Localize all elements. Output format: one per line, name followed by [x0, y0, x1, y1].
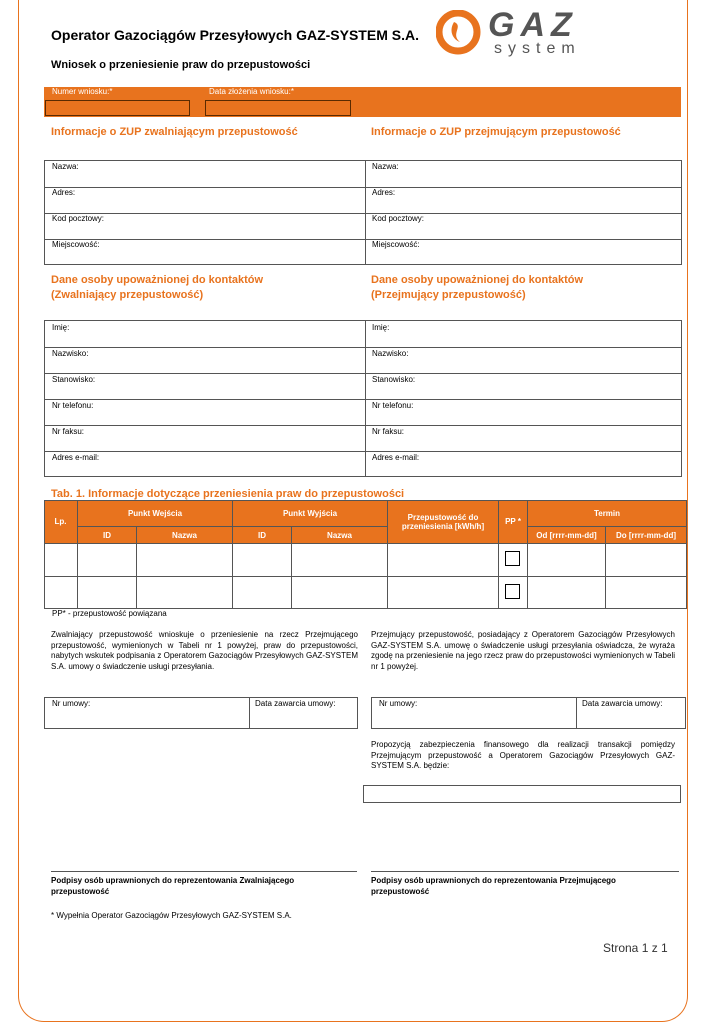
pp-checkbox[interactable]	[505, 584, 520, 599]
page-number: Strona 1 z 1	[603, 941, 668, 955]
acquiring-contract-number-field[interactable]: Nr umowy:	[379, 699, 418, 708]
application-number-label: Numer wniosku:*	[52, 87, 113, 96]
acquiring-contact-heading-line2: (Przejmujący przepustowość)	[371, 289, 526, 301]
exit-point-header: Punkt Wyjścia	[233, 500, 387, 526]
form-subtitle: Wniosek o przeniesienie praw do przepustowości	[51, 59, 311, 71]
table-row[interactable]	[45, 577, 686, 609]
acquiring-contract-date-field[interactable]: Data zawarcia umowy:	[582, 699, 663, 708]
acquiring-contract-box	[371, 697, 686, 729]
acquiring-declaration: Przejmujący przepustowość, posiadający z Operatorem Gazociągów Przesyłowych GAZ-SYSTEM S.A. umowę o świadczenie usługi przesyłania oświadcza, że wyraża zgodę na przeniesienie na jego rzecz praw do przepustowości wymienionych w Tabeli nr 1 powyżej.	[371, 630, 675, 671]
releasing-contract-box	[44, 697, 358, 729]
releasing-declaration: Zwalniający przepustowość wnioskuje o przeniesienie na rzecz Przejmującego przepustowość, wymienionych w Tabeli nr 1 powyżej, praw do przepustowości, nabytych wskutek podpisania z Operatorem Gazociągów Przesyłowych GAZ-SYSTEM S.A. umowy o świadczenie usługi przesyłania.	[51, 630, 358, 671]
right-position-field[interactable]: Stanowisko:	[372, 375, 416, 384]
releasing-zup-heading: Informacje o ZUP zwalniającym przepustowość	[51, 126, 298, 138]
left-email-field[interactable]: Adres e-mail:	[52, 453, 100, 462]
right-fax-field[interactable]: Nr faksu:	[372, 427, 405, 436]
right-first-name-field[interactable]: Imię:	[372, 323, 390, 332]
right-email-field[interactable]: Adres e-mail:	[372, 453, 420, 462]
gaz-system-logo	[436, 6, 656, 60]
transfer-table	[44, 500, 687, 610]
left-fax-field[interactable]: Nr faksu:	[52, 427, 85, 436]
releasing-contact-heading-line2: (Zwalniający przepustowość)	[51, 289, 204, 301]
term-to-header: Do [rrrr-mm-dd]	[606, 527, 686, 543]
term-from-header: Od [rrrr-mm-dd]	[528, 527, 605, 543]
releasing-contract-date-field[interactable]: Data zawarcia umowy:	[255, 699, 336, 708]
financial-guarantee-text: Propozycją zabezpieczenia finansowego dla realizacji transakcji pomiędzy Przejmującym przepustowość a Operatorem Gazociągów Przesyłowych GAZ-SYSTEM S.A. będzie:	[371, 740, 675, 770]
releasing-contact-heading	[51, 273, 263, 303]
pp-header: PP *	[499, 500, 527, 543]
page-title: Operator Gazociągów Przesyłowych GAZ-SYSTEM S.A.	[51, 27, 419, 43]
zup-info-grid	[44, 160, 682, 265]
right-address-field[interactable]: Adres:	[372, 188, 396, 197]
operator-footnote: * Wypełnia Operator Gazociągów Przesyłowych GAZ-SYSTEM S.A.	[51, 911, 292, 920]
submission-date-label: Data złożenia wniosku:*	[209, 87, 294, 96]
releasing-contract-number-field[interactable]: Nr umowy:	[52, 699, 91, 708]
application-number-field[interactable]	[45, 100, 190, 116]
right-phone-field[interactable]: Nr telefonu:	[372, 401, 414, 410]
capacity-header: Przepustowość do przeniesienia [kWh/h]	[388, 500, 498, 543]
exit-id-header: ID	[233, 527, 291, 543]
left-city-field[interactable]: Miejscowość:	[52, 240, 100, 249]
pp-checkbox[interactable]	[505, 551, 520, 566]
logo-wordmark: GAZ	[488, 6, 578, 44]
left-phone-field[interactable]: Nr telefonu:	[52, 401, 94, 410]
left-name-field[interactable]: Nazwa:	[52, 162, 79, 171]
submission-date-field[interactable]	[205, 100, 351, 116]
table-row[interactable]	[45, 544, 686, 576]
right-name-field[interactable]: Nazwa:	[372, 162, 399, 171]
right-last-name-field[interactable]: Nazwisko:	[372, 349, 409, 358]
financial-guarantee-field[interactable]	[363, 785, 681, 803]
entry-id-header: ID	[78, 527, 136, 543]
right-postcode-field[interactable]: Kod pocztowy:	[372, 214, 425, 223]
acquiring-signature-line[interactable]	[371, 871, 679, 872]
left-address-field[interactable]: Adres:	[52, 188, 76, 197]
right-city-field[interactable]: Miejscowość:	[372, 240, 420, 249]
acquiring-signature-label: Podpisy osób uprawnionych do reprezentowania Przejmującego przepustowość	[371, 876, 616, 896]
acquiring-zup-heading: Informacje o ZUP przejmującym przepustowość	[371, 126, 621, 138]
left-first-name-field[interactable]: Imię:	[52, 323, 70, 332]
exit-name-header: Nazwa	[292, 527, 387, 543]
releasing-signature-line[interactable]	[51, 871, 357, 872]
entry-name-header: Nazwa	[137, 527, 232, 543]
entry-point-header: Punkt Wejścia	[78, 500, 232, 526]
contact-info-grid	[44, 320, 682, 477]
pp-footnote: PP* - przepustowość powiązana	[52, 609, 167, 618]
left-position-field[interactable]: Stanowisko:	[52, 375, 96, 384]
releasing-signature-label: Podpisy osób uprawnionych do reprezentowania Zwalniającego przepustowość	[51, 876, 295, 896]
acquiring-contact-heading	[371, 273, 583, 303]
acquiring-contact-heading-line1: Dane osoby upoważnionej do kontaktów	[371, 274, 584, 286]
lp-header: Lp.	[44, 500, 77, 543]
left-last-name-field[interactable]: Nazwisko:	[52, 349, 89, 358]
table-title: Tab. 1. Informacje dotyczące przeniesienia praw do przepustowości	[51, 488, 405, 500]
application-number-bar	[44, 87, 681, 117]
releasing-contact-heading-line1: Dane osoby upoważnionej do kontaktów	[51, 274, 264, 286]
left-postcode-field[interactable]: Kod pocztowy:	[52, 214, 105, 223]
term-header: Termin	[528, 500, 686, 526]
logo-subtitle: system	[494, 40, 581, 57]
